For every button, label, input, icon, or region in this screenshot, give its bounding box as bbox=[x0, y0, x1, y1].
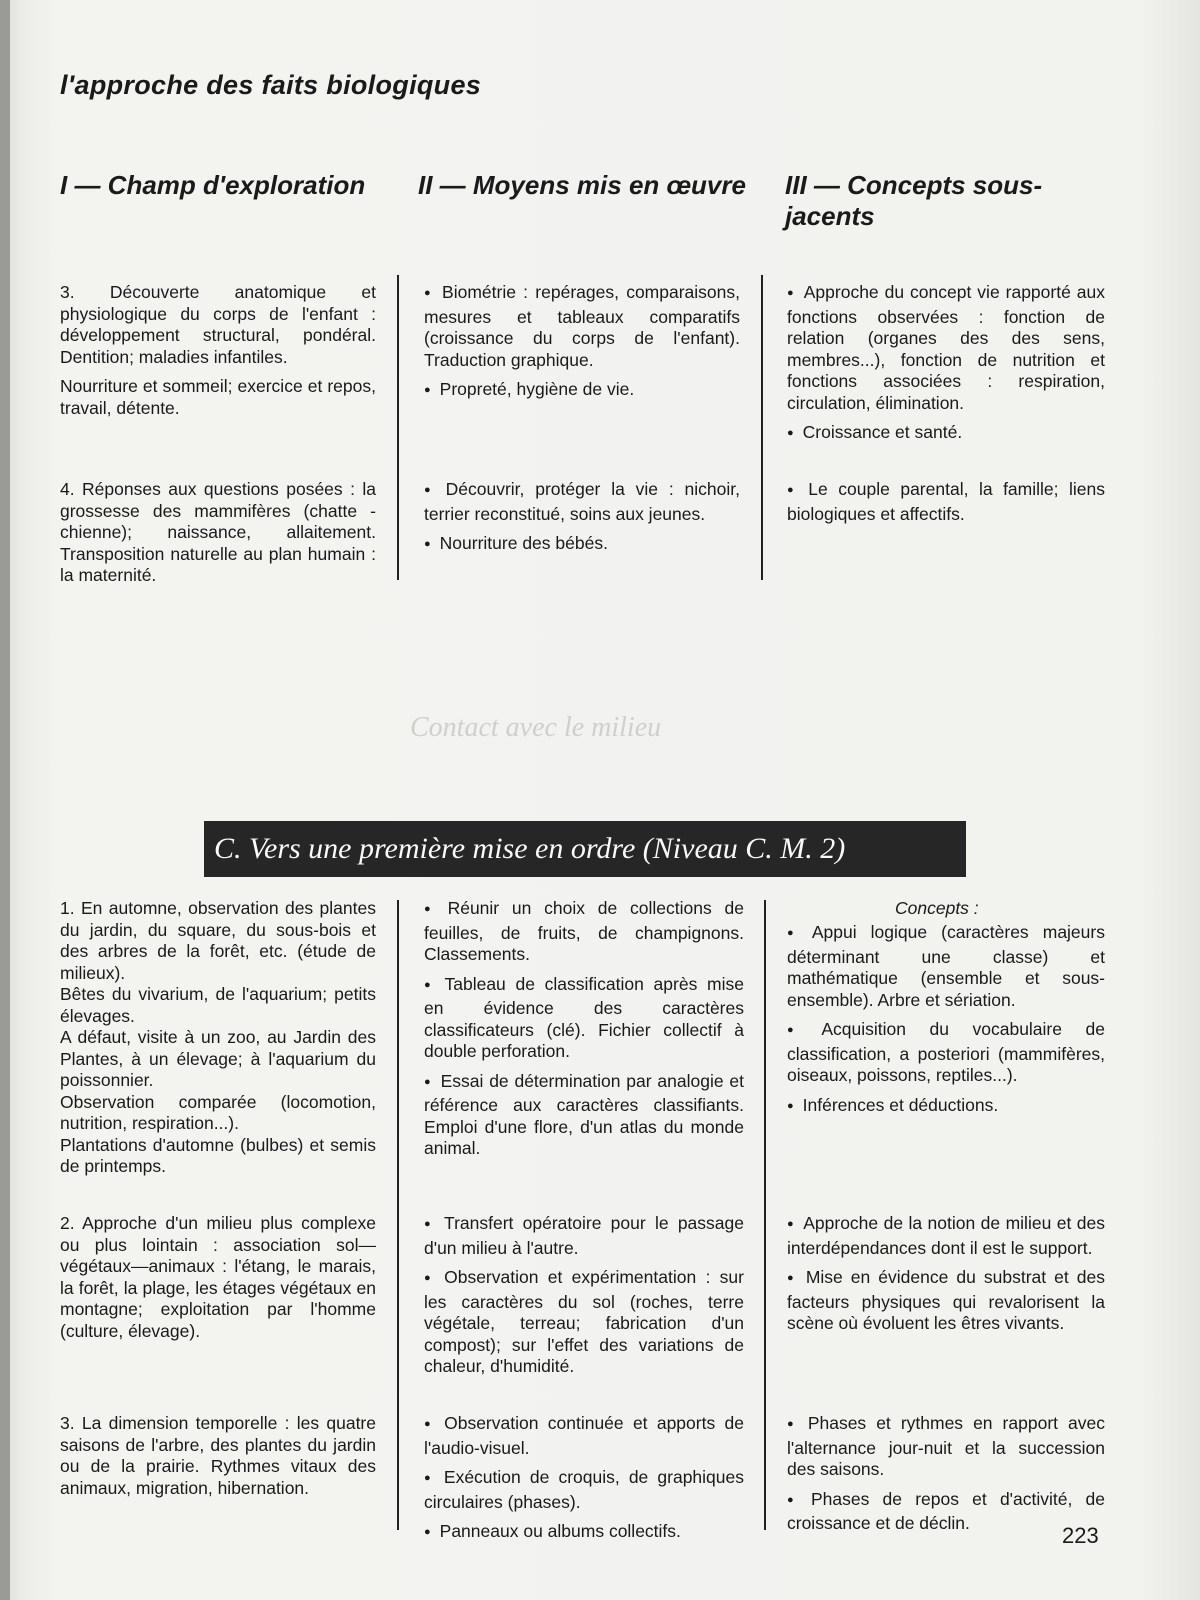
bullet-item: ● Panneaux ou albums collectifs. bbox=[424, 1521, 744, 1546]
bullet-item: ● Approche du concept vie rapporté aux fonctions observées : fonction de relation (organes des des sens, membres...), fonction de nutrition et fonctions associées : respiration, circulation, élimination. bbox=[787, 282, 1105, 414]
bullet-item: ● Nourriture des bébés. bbox=[424, 533, 740, 558]
bullet-item: ● Phases et rythmes en rapport avec l'alternance jour-nuit et la succession des saisons. bbox=[787, 1413, 1105, 1481]
bottom-row1-field bbox=[60, 898, 376, 1178]
bottom-row3-means bbox=[424, 1413, 744, 1554]
top-row1-means bbox=[424, 282, 740, 412]
bullet-item: ● Exécution de croquis, de graphiques circulaires (phases). bbox=[424, 1467, 744, 1513]
paragraph: 4. Réponses aux questions posées : la grossesse des mammifères (chatte - chienne); naissance, allaitement. Transposition naturelle au plan humain : la maternité. bbox=[60, 479, 376, 585]
column-heading-1: I — Champ d'exploration bbox=[60, 170, 366, 200]
bullet-item: ● Acquisition du vocabulaire de classification, a posteriori (mammifères, oiseaux, poissons, reptiles...). bbox=[787, 1019, 1105, 1087]
bullet-item: ● Mise en évidence du substrat et des facteurs physiques qui revalorisent la scène où évoluent les êtres vivants. bbox=[787, 1267, 1105, 1335]
bullet-item: ● Approche de la notion de milieu et des interdépendances dont il est le support. bbox=[787, 1213, 1105, 1259]
section-banner: C. Vers une première mise en ordre (Niveau C. M. 2) bbox=[204, 821, 966, 877]
bullet-item: ● Appui logique (caractères majeurs déterminant une classe) et mathématique (ensemble et sous-ensemble). Arbre et sériation. bbox=[787, 922, 1105, 1011]
bullet-item: ● Le couple parental, la famille; liens biologiques et affectifs. bbox=[787, 479, 1105, 525]
bullet-item: ● Tableau de classification après mise en évidence des caractères classificateurs (clé). Fichier collectif à double perforation. bbox=[424, 974, 744, 1063]
column-rule bbox=[397, 900, 399, 1530]
bullet-item: ● Réunir un choix de collections de feuilles, de fruits, de champignons. Classements. bbox=[424, 898, 744, 966]
page-number: 223 bbox=[1062, 1523, 1099, 1548]
paragraph: 3. La dimension temporelle : les quatre saisons de l'arbre, des plantes du jardin ou de la prairie. Rythmes vitaux des animaux, migration, hibernation. bbox=[60, 1413, 376, 1498]
top-row2-field bbox=[60, 479, 376, 595]
top-row2-concepts bbox=[787, 479, 1105, 533]
bullet-item: ● Inférences et déductions. bbox=[787, 1095, 1105, 1120]
paragraph: Plantations d'automne (bulbes) et semis de printemps. bbox=[60, 1134, 376, 1176]
bullet-item: ● Croissance et santé. bbox=[787, 422, 1105, 447]
paragraph: A défaut, visite à un zoo, au Jardin des Plantes, à un élevage; à l'aquarium du poissonnier. bbox=[60, 1027, 376, 1090]
column-heading-3: III — Concepts sous-jacents bbox=[785, 170, 1043, 231]
bleed-through-text: Contact avec le milieu bbox=[410, 712, 662, 743]
paragraph: Bêtes du vivarium, de l'aquarium; petits élevages. bbox=[60, 984, 376, 1026]
paragraph: 1. En automne, observation des plantes du jardin, du square, du sous-bois et des arbres de la forêt, etc. (étude de milieux). bbox=[60, 898, 376, 983]
column-rule bbox=[764, 900, 766, 1530]
bullet-item: ● Observation continuée et apports de l'audio-visuel. bbox=[424, 1413, 744, 1459]
top-row1-concepts bbox=[787, 282, 1105, 455]
bullet-item: ● Biométrie : repérages, comparaisons, mesures et tableaux comparatifs (croissance du corps de l'enfant). Traduction graphique. bbox=[424, 282, 740, 371]
bottom-row1-means bbox=[424, 898, 744, 1168]
bottom-row3-field bbox=[60, 1413, 376, 1507]
page-spine-shadow bbox=[0, 0, 10, 1600]
paragraph: 3. Découverte anatomique et physiologique du corps de l'enfant : développement structural, pondéral. Dentition; maladies infantiles. bbox=[60, 282, 376, 367]
column-rule bbox=[761, 275, 763, 580]
bullet-item: ● Essai de détermination par analogie et référence aux caractères classifiants. Emploi d'une flore, d'un atlas du monde animal. bbox=[424, 1071, 744, 1160]
bullet-item: ● Phases de repos et d'activité, de croissance et de déclin. bbox=[787, 1489, 1105, 1535]
bottom-row2-means bbox=[424, 1213, 744, 1386]
bottom-row3-concepts bbox=[787, 1413, 1105, 1543]
bottom-row2-concepts bbox=[787, 1213, 1105, 1343]
bullet-item: ● Découvrir, protéger la vie : nichoir, terrier reconstitué, soins aux jeunes. bbox=[424, 479, 740, 525]
section-title: l'approche des faits biologiques bbox=[60, 70, 482, 100]
column-heading-2: II — Moyens mis en œuvre bbox=[418, 170, 746, 200]
bullet-item: ● Observation et expérimentation : sur les caractères du sol (roches, terre végétale, terreau; fabrication d'un compost); sur l'effet des variations de chaleur, d'humidité. bbox=[424, 1267, 744, 1378]
column-rule bbox=[397, 275, 399, 580]
concepts-label: Concepts : bbox=[895, 898, 979, 918]
paragraph: Nourriture et sommeil; exercice et repos, travail, détente. bbox=[60, 376, 376, 418]
top-row1-field bbox=[60, 282, 376, 427]
top-row2-means bbox=[424, 479, 740, 566]
bottom-row2-field bbox=[60, 1213, 376, 1350]
paragraph: Observation comparée (locomotion, nutrition, respiration...). bbox=[60, 1091, 376, 1133]
paragraph: 2. Approche d'un milieu plus complexe ou plus lointain : association sol—végétaux—animaux : l'étang, le marais, la forêt, la plage, les étages végétaux en montagne; exploitation par l'homme (culture, élevage). bbox=[60, 1213, 376, 1341]
bottom-row1-concepts bbox=[787, 922, 1105, 1127]
bullet-item: ● Propreté, hygiène de vie. bbox=[424, 379, 740, 404]
bullet-item: ● Transfert opératoire pour le passage d'un milieu à l'autre. bbox=[424, 1213, 744, 1259]
